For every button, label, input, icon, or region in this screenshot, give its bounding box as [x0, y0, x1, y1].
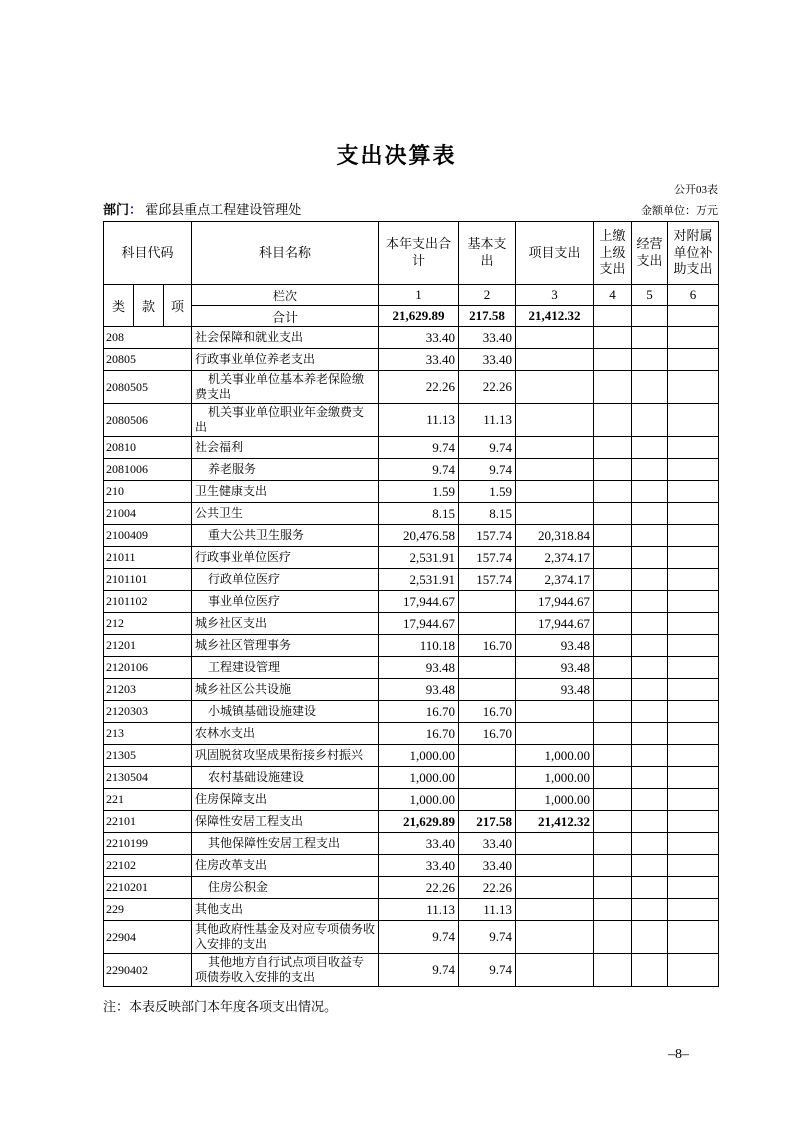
- row-value: 17,944.67: [516, 613, 594, 635]
- sub-header-lei: 类: [104, 285, 134, 327]
- column-number: 5: [632, 285, 668, 306]
- row-value: [459, 789, 516, 811]
- row-value: 110.18: [379, 635, 459, 657]
- row-value: [668, 701, 719, 723]
- row-value: [594, 723, 632, 745]
- row-code: 21201: [104, 635, 192, 657]
- row-value: [632, 404, 668, 437]
- row-code: 2120303: [104, 701, 192, 723]
- table-row: [104, 954, 719, 987]
- table-note: 注：本表反映部门本年度各项支出情况。: [103, 999, 338, 1014]
- row-value: [516, 899, 594, 921]
- row-value: 17,944.67: [379, 613, 459, 635]
- table-row: [104, 404, 719, 437]
- row-value: [594, 547, 632, 569]
- row-name: 城乡社区支出: [192, 613, 379, 635]
- column-number: 4: [594, 285, 632, 306]
- row-code: 2210199: [104, 833, 192, 855]
- row-code: 21305: [104, 745, 192, 767]
- row-code: 21004: [104, 503, 192, 525]
- row-value: [668, 811, 719, 833]
- row-value: [459, 745, 516, 767]
- row-value: 33.40: [379, 327, 459, 349]
- row-code: 20805: [104, 349, 192, 371]
- row-name: 公共卫生: [192, 503, 379, 525]
- row-code: 21011: [104, 547, 192, 569]
- row-value: 16.70: [379, 723, 459, 745]
- row-value: 33.40: [459, 855, 516, 877]
- row-value: 9.74: [459, 437, 516, 459]
- header-basic-expenditure: 基本支出: [459, 222, 516, 285]
- row-name: 城乡社区管理事务: [192, 635, 379, 657]
- row-code: 2101102: [104, 591, 192, 613]
- row-value: [668, 921, 719, 954]
- row-value: [516, 349, 594, 371]
- table-row: [104, 547, 719, 569]
- total-value: [594, 306, 632, 327]
- row-code: 208: [104, 327, 192, 349]
- row-name: 重大公共卫生服务: [192, 525, 379, 547]
- row-name: 养老服务: [192, 459, 379, 481]
- row-value: [632, 954, 668, 987]
- row-value: 11.13: [379, 899, 459, 921]
- row-value: [594, 657, 632, 679]
- table-row: [104, 745, 719, 767]
- row-value: [594, 635, 632, 657]
- row-value: [516, 833, 594, 855]
- row-value: 1.59: [379, 481, 459, 503]
- row-value: [594, 767, 632, 789]
- row-value: [516, 437, 594, 459]
- row-value: [668, 547, 719, 569]
- row-value: [668, 723, 719, 745]
- column-number: 2: [459, 285, 516, 306]
- table-row: [104, 459, 719, 481]
- row-value: [668, 371, 719, 404]
- row-value: [668, 833, 719, 855]
- row-value: [594, 855, 632, 877]
- row-value: 22.26: [459, 877, 516, 899]
- row-value: [668, 954, 719, 987]
- table-row: [104, 591, 719, 613]
- column-number: 6: [668, 285, 719, 306]
- row-value: [668, 591, 719, 613]
- row-name: 小城镇基础设施建设: [192, 701, 379, 723]
- row-value: 33.40: [379, 855, 459, 877]
- total-value: [632, 306, 668, 327]
- table-row: [104, 635, 719, 657]
- row-name: 机关事业单位基本养老保险缴费支出: [192, 371, 379, 404]
- row-name: 卫生健康支出: [192, 481, 379, 503]
- table-row: [104, 877, 719, 899]
- row-value: [668, 745, 719, 767]
- column-index-row: [104, 285, 719, 306]
- row-value: [668, 503, 719, 525]
- row-value: 1,000.00: [379, 789, 459, 811]
- table-row: [104, 569, 719, 591]
- row-value: [459, 613, 516, 635]
- row-value: 8.15: [379, 503, 459, 525]
- row-value: 157.74: [459, 525, 516, 547]
- row-name: 巩固脱贫攻坚成果衔接乡村振兴: [192, 745, 379, 767]
- total-value: [668, 306, 719, 327]
- row-value: [632, 745, 668, 767]
- department-name: 霍邱县重点工程建设管理处: [145, 202, 302, 217]
- row-value: [594, 525, 632, 547]
- department-prefix: 部门: [103, 202, 130, 217]
- row-value: 16.70: [459, 723, 516, 745]
- row-value: [594, 327, 632, 349]
- table-row: [104, 833, 719, 855]
- table-body: [104, 327, 719, 987]
- expenditure-table: [103, 221, 719, 987]
- row-value: 8.15: [459, 503, 516, 525]
- row-value: [632, 679, 668, 701]
- row-value: 1.59: [459, 481, 516, 503]
- table-row: [104, 789, 719, 811]
- table-row: [104, 481, 719, 503]
- table-row: [104, 613, 719, 635]
- table-row: [104, 701, 719, 723]
- row-value: 16.70: [459, 635, 516, 657]
- row-value: 11.13: [459, 404, 516, 437]
- row-value: 2,531.91: [379, 569, 459, 591]
- row-value: [668, 877, 719, 899]
- row-value: [632, 833, 668, 855]
- row-value: 22.26: [379, 371, 459, 404]
- row-code: 221: [104, 789, 192, 811]
- row-value: [594, 481, 632, 503]
- row-code: 20810: [104, 437, 192, 459]
- row-value: [632, 481, 668, 503]
- table-row: [104, 525, 719, 547]
- row-value: 21,412.32: [516, 811, 594, 833]
- header-subject-code: 科目代码: [104, 222, 192, 285]
- column-number: 3: [516, 285, 594, 306]
- row-value: [594, 613, 632, 635]
- total-value: 21,412.32: [516, 306, 594, 327]
- column-index-label: 栏次: [192, 285, 379, 306]
- row-code: 22904: [104, 921, 192, 954]
- row-value: [459, 767, 516, 789]
- sub-header-kuan: 款: [134, 285, 164, 327]
- total-row: [104, 306, 719, 327]
- row-value: [516, 921, 594, 954]
- row-value: [668, 459, 719, 481]
- row-value: [668, 657, 719, 679]
- row-value: 20,476.58: [379, 525, 459, 547]
- row-value: [594, 591, 632, 613]
- row-code: 22102: [104, 855, 192, 877]
- row-value: [632, 877, 668, 899]
- row-value: 1,000.00: [516, 789, 594, 811]
- row-code: 212: [104, 613, 192, 635]
- row-value: [632, 591, 668, 613]
- row-value: [632, 437, 668, 459]
- row-value: 93.48: [516, 635, 594, 657]
- row-value: [632, 855, 668, 877]
- table-row: [104, 767, 719, 789]
- table-row: [104, 657, 719, 679]
- row-value: 1,000.00: [516, 767, 594, 789]
- row-value: [594, 371, 632, 404]
- row-code: 2120106: [104, 657, 192, 679]
- table-row: [104, 855, 719, 877]
- row-value: [516, 503, 594, 525]
- row-value: [668, 569, 719, 591]
- table-row: [104, 327, 719, 349]
- row-code: 2130504: [104, 767, 192, 789]
- row-value: 2,531.91: [379, 547, 459, 569]
- row-value: 9.74: [459, 954, 516, 987]
- row-value: [632, 723, 668, 745]
- row-value: [594, 349, 632, 371]
- row-value: [632, 349, 668, 371]
- row-value: [668, 437, 719, 459]
- row-code: 2290402: [104, 954, 192, 987]
- page-title: 支出决算表: [336, 143, 457, 168]
- row-value: [668, 635, 719, 657]
- row-value: [594, 877, 632, 899]
- row-value: [516, 723, 594, 745]
- row-value: 9.74: [459, 921, 516, 954]
- row-value: 33.40: [459, 349, 516, 371]
- row-value: [668, 481, 719, 503]
- row-value: [594, 404, 632, 437]
- header-upturned-expenditure: 上缴上级支出: [594, 222, 632, 285]
- total-value: 217.58: [459, 306, 516, 327]
- row-name: 住房改革支出: [192, 855, 379, 877]
- row-value: 2,374.17: [516, 547, 594, 569]
- row-name: 农村基础设施建设: [192, 767, 379, 789]
- row-value: [668, 679, 719, 701]
- table-row: [104, 349, 719, 371]
- row-value: [594, 789, 632, 811]
- row-name: 工程建设管理: [192, 657, 379, 679]
- row-name: 社会福利: [192, 437, 379, 459]
- total-label: 合计: [192, 306, 379, 327]
- page-number: –8–: [668, 1047, 689, 1062]
- row-value: [516, 877, 594, 899]
- row-value: 33.40: [459, 833, 516, 855]
- row-value: [632, 327, 668, 349]
- row-value: 33.40: [379, 833, 459, 855]
- table-row: [104, 723, 719, 745]
- row-value: [632, 547, 668, 569]
- row-code: 2101101: [104, 569, 192, 591]
- row-value: 2,374.17: [516, 569, 594, 591]
- row-name: 其他支出: [192, 899, 379, 921]
- sub-header-xiang: 项: [164, 285, 192, 327]
- row-value: [516, 371, 594, 404]
- table-row: [104, 899, 719, 921]
- table-row: [104, 437, 719, 459]
- row-name: 行政事业单位养老支出: [192, 349, 379, 371]
- row-value: [668, 789, 719, 811]
- row-value: [668, 613, 719, 635]
- header-subsidy-expenditure: 对附属单位补助支出: [668, 222, 719, 285]
- table-row: [104, 371, 719, 404]
- row-value: 1,000.00: [516, 745, 594, 767]
- row-value: [516, 404, 594, 437]
- row-value: [594, 437, 632, 459]
- row-value: 17,944.67: [516, 591, 594, 613]
- row-code: 210: [104, 481, 192, 503]
- row-value: 217.58: [459, 811, 516, 833]
- row-value: [668, 404, 719, 437]
- table-row: [104, 921, 719, 954]
- row-value: [594, 701, 632, 723]
- row-value: [632, 811, 668, 833]
- row-code: 22101: [104, 811, 192, 833]
- row-name: 其他政府性基金及对应专项债务收入安排的支出: [192, 921, 379, 954]
- row-value: [668, 349, 719, 371]
- row-value: 16.70: [459, 701, 516, 723]
- column-number: 1: [379, 285, 459, 306]
- row-value: 22.26: [459, 371, 516, 404]
- row-value: [632, 503, 668, 525]
- row-value: 1,000.00: [379, 745, 459, 767]
- row-name: 其他保障性安居工程支出: [192, 833, 379, 855]
- table-row: [104, 811, 719, 833]
- row-value: [594, 833, 632, 855]
- row-value: [516, 954, 594, 987]
- header-total-expenditure: 本年支出合计: [379, 222, 459, 285]
- row-value: [632, 613, 668, 635]
- row-value: [459, 679, 516, 701]
- row-value: [594, 459, 632, 481]
- row-value: 17,944.67: [379, 591, 459, 613]
- form-label: 公开03表: [674, 184, 718, 196]
- row-value: [516, 855, 594, 877]
- row-value: [632, 459, 668, 481]
- department-line: [103, 199, 718, 221]
- row-value: [594, 679, 632, 701]
- table-row: [104, 679, 719, 701]
- row-value: 157.74: [459, 569, 516, 591]
- row-code: 229: [104, 899, 192, 921]
- unit-label: 金额单位：万元: [641, 205, 718, 217]
- row-value: 93.48: [379, 657, 459, 679]
- row-value: [516, 327, 594, 349]
- row-code: 2080506: [104, 404, 192, 437]
- row-value: [632, 701, 668, 723]
- row-value: [594, 899, 632, 921]
- row-value: [594, 921, 632, 954]
- row-name: 城乡社区公共设施: [192, 679, 379, 701]
- row-value: 33.40: [379, 349, 459, 371]
- row-value: [632, 921, 668, 954]
- row-name: 农林水支出: [192, 723, 379, 745]
- row-value: [632, 657, 668, 679]
- row-value: [594, 811, 632, 833]
- total-value: 21,629.89: [379, 306, 459, 327]
- row-code: 21203: [104, 679, 192, 701]
- row-value: [632, 789, 668, 811]
- row-value: 9.74: [379, 437, 459, 459]
- row-value: 93.48: [379, 679, 459, 701]
- row-value: [594, 569, 632, 591]
- row-code: 2100409: [104, 525, 192, 547]
- header-subject-name: 科目名称: [192, 222, 379, 285]
- row-value: [668, 525, 719, 547]
- row-value: 11.13: [459, 899, 516, 921]
- table-header-row: [104, 222, 719, 285]
- row-value: [668, 899, 719, 921]
- row-value: 1,000.00: [379, 767, 459, 789]
- row-value: 9.74: [379, 921, 459, 954]
- row-name: 行政事业单位医疗: [192, 547, 379, 569]
- row-name: 住房保障支出: [192, 789, 379, 811]
- header-project-expenditure: 项目支出: [516, 222, 594, 285]
- row-value: [632, 635, 668, 657]
- row-value: [516, 459, 594, 481]
- row-value: 157.74: [459, 547, 516, 569]
- row-value: 20,318.84: [516, 525, 594, 547]
- row-value: [632, 899, 668, 921]
- row-name: 社会保障和就业支出: [192, 327, 379, 349]
- row-value: [459, 657, 516, 679]
- row-name: 事业单位医疗: [192, 591, 379, 613]
- header-operating-expenditure: 经营支出: [632, 222, 668, 285]
- row-code: 213: [104, 723, 192, 745]
- row-name: 保障性安居工程支出: [192, 811, 379, 833]
- row-value: [632, 767, 668, 789]
- row-value: 93.48: [516, 679, 594, 701]
- row-value: 16.70: [379, 701, 459, 723]
- row-code: 2081006: [104, 459, 192, 481]
- row-value: [632, 371, 668, 404]
- row-value: [459, 591, 516, 613]
- row-value: [594, 503, 632, 525]
- row-code: 2210201: [104, 877, 192, 899]
- row-value: [594, 745, 632, 767]
- row-value: [668, 855, 719, 877]
- row-name: 住房公积金: [192, 877, 379, 899]
- row-name: 其他地方自行试点项目收益专项债券收入安排的支出: [192, 954, 379, 987]
- row-code: 2080505: [104, 371, 192, 404]
- row-value: 33.40: [459, 327, 516, 349]
- row-value: [632, 525, 668, 547]
- table-row: [104, 503, 719, 525]
- row-value: [516, 481, 594, 503]
- row-value: [632, 569, 668, 591]
- row-value: [516, 701, 594, 723]
- row-name: 行政单位医疗: [192, 569, 379, 591]
- row-value: 9.74: [379, 459, 459, 481]
- row-value: [594, 954, 632, 987]
- row-value: 22.26: [379, 877, 459, 899]
- department-colon: ：: [129, 202, 143, 217]
- row-name: 机关事业单位职业年金缴费支出: [192, 404, 379, 437]
- row-value: 21,629.89: [379, 811, 459, 833]
- row-value: 9.74: [459, 459, 516, 481]
- row-value: 11.13: [379, 404, 459, 437]
- row-value: 9.74: [379, 954, 459, 987]
- row-value: [668, 327, 719, 349]
- row-value: [668, 767, 719, 789]
- row-value: 93.48: [516, 657, 594, 679]
